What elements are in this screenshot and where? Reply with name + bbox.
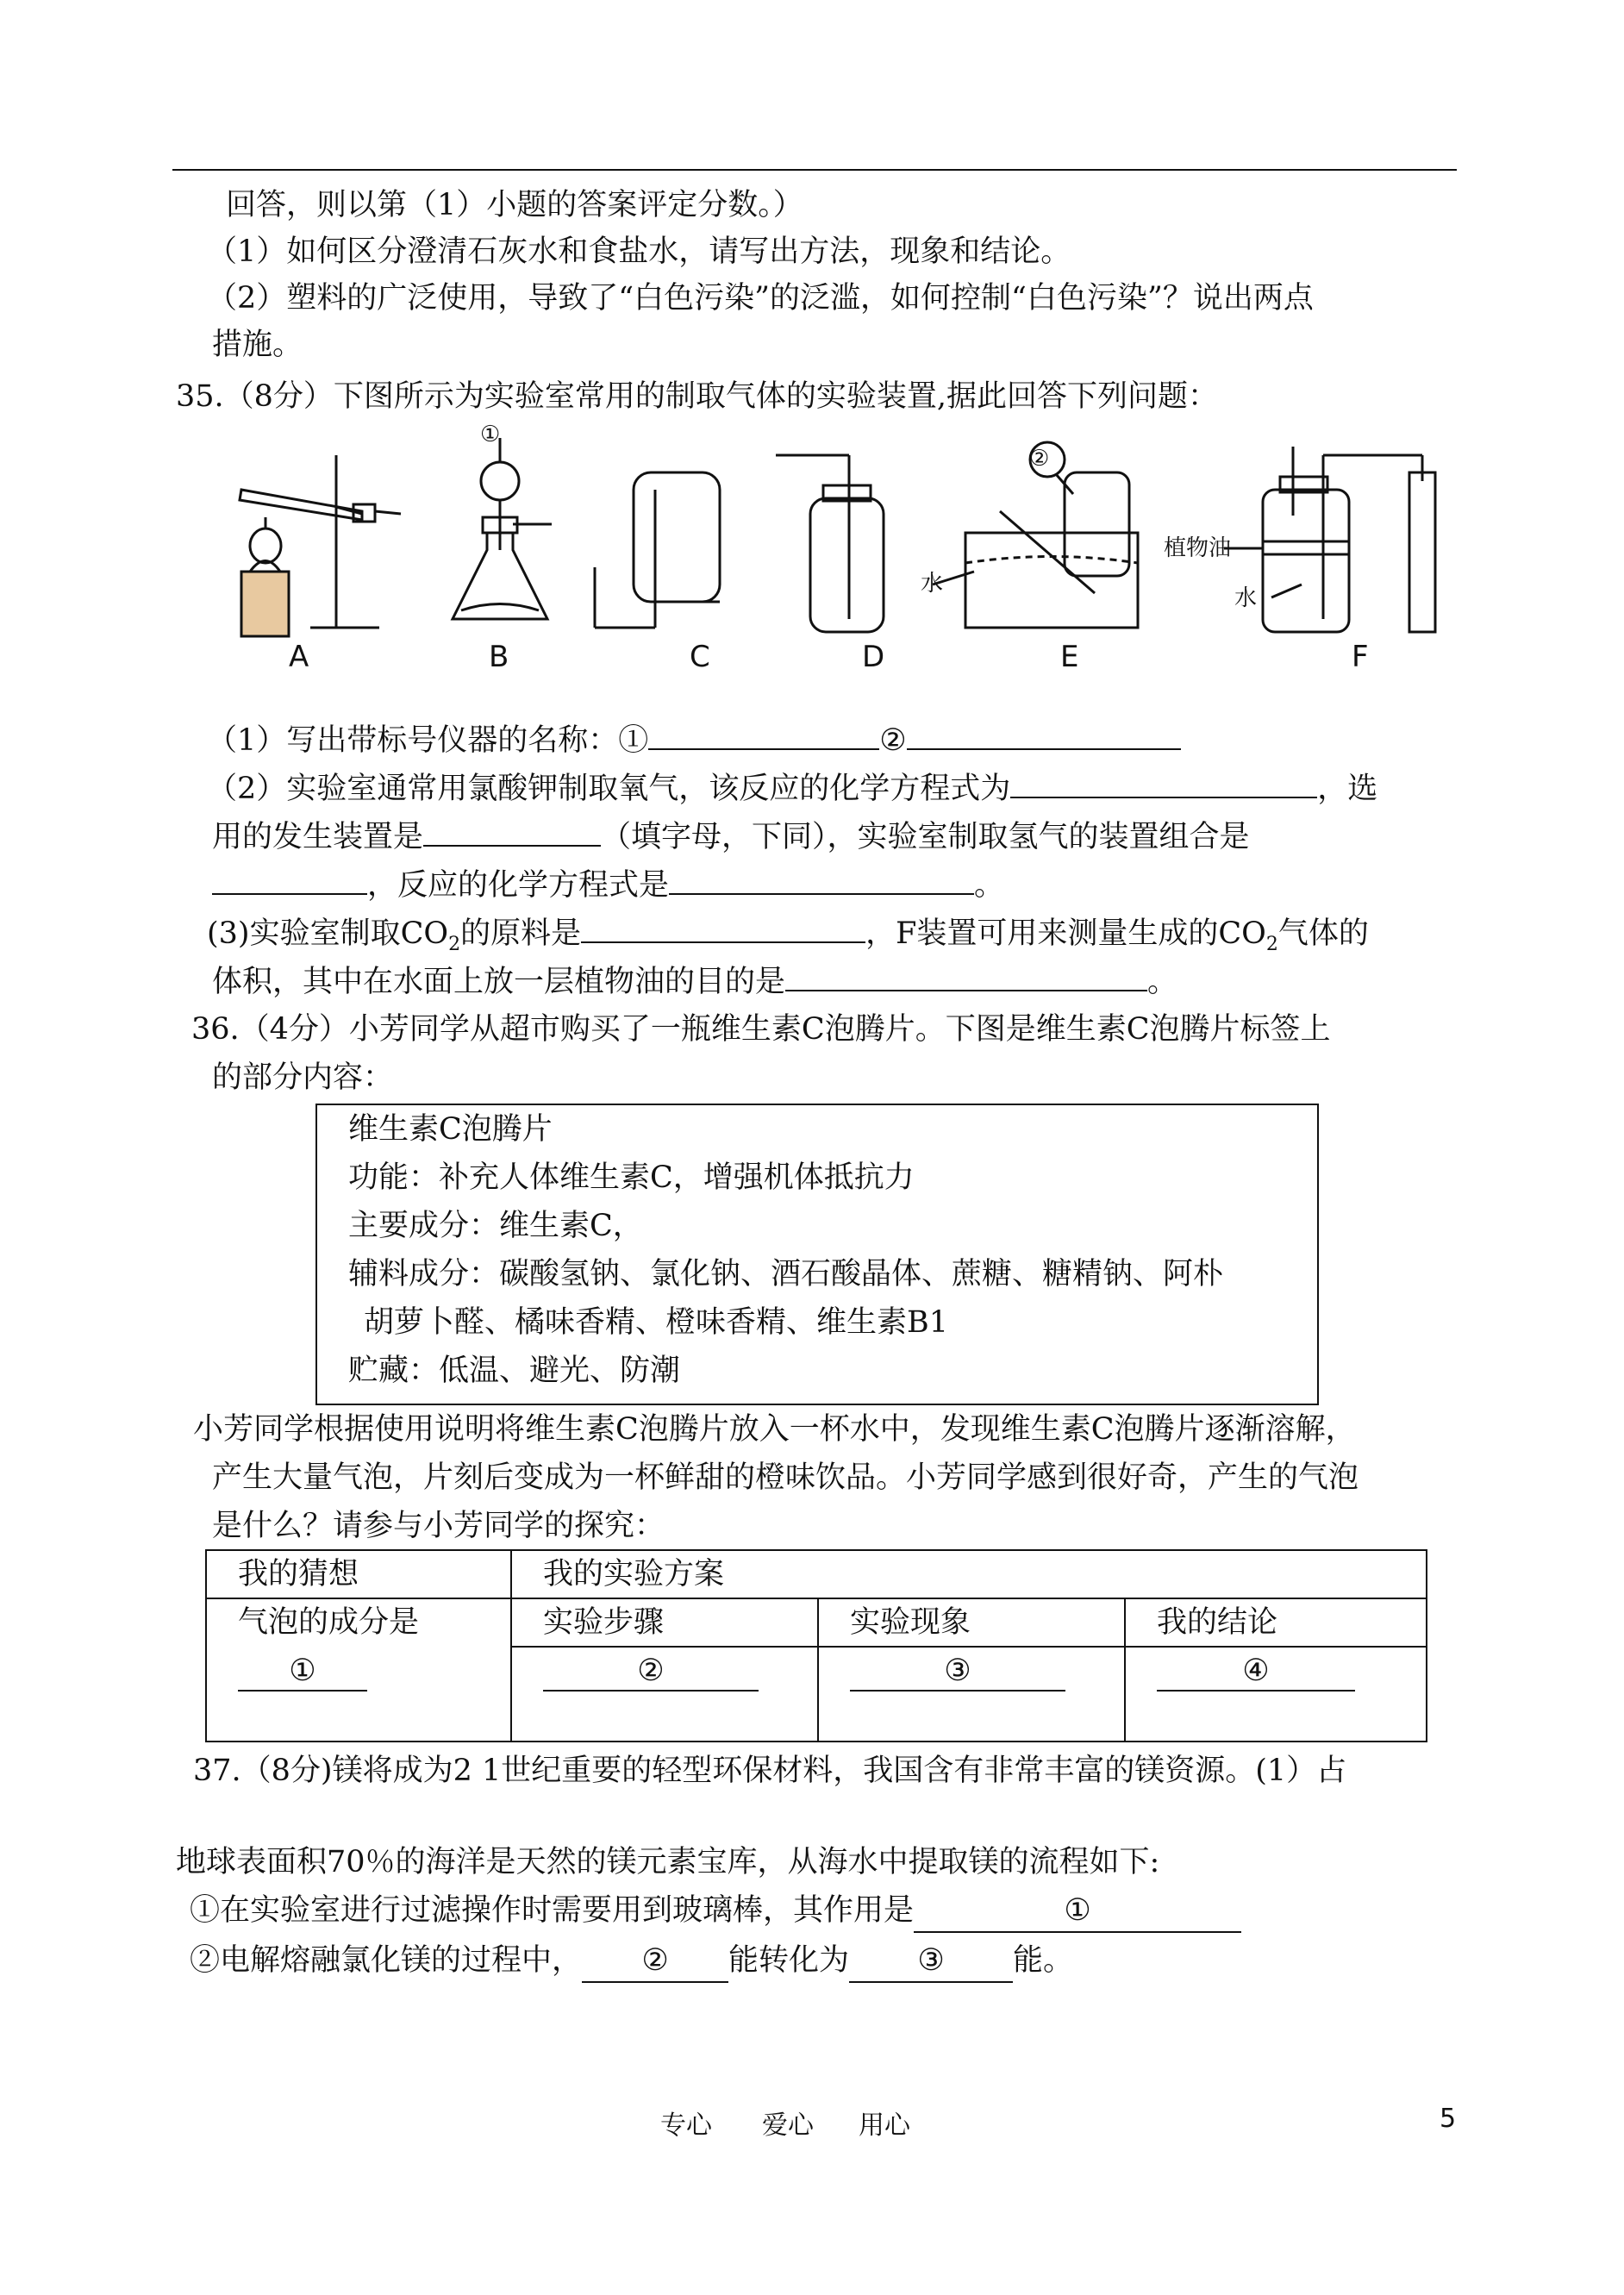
figure-label-a: A (289, 640, 309, 674)
q35-sub2-line1: （2）实验室通常用氯酸钾制取氧气，该反应的化学方程式为 ，选 (207, 766, 1377, 810)
q35-sub2-line3: ，反应的化学方程式是 。 (212, 862, 1004, 906)
energy-to-blank[interactable]: ③ (849, 1940, 1013, 1983)
q37-item2: ②电解熔融氯化镁的过程中， ② 能转化为 ③ 能。 (190, 1940, 1073, 1983)
steps-cell (511, 1647, 818, 1742)
energy-from-blank[interactable]: ② (582, 1940, 728, 1983)
oil-purpose-blank[interactable] (785, 959, 1147, 991)
q37-stem-line1: 37.（8分)镁将成为2 1世纪重要的轻型环保材料，我国含有非常丰富的镁资源。(1）占 (193, 1754, 1347, 1788)
conclusion-cell (1125, 1647, 1427, 1742)
figure-label-f: F (1352, 640, 1369, 674)
q35-sub3-line1: (3)实验室制取$CO_2$的原料是 ，F装置可用来测量生成的$CO_2$气体的 (207, 910, 1369, 966)
figure-label-e: E (1060, 640, 1079, 674)
q36-para-line3: 是什么？请参与小芳同学的探究： (212, 1509, 665, 1543)
phenomena-cell (818, 1647, 1125, 1742)
label-title: 维生素C泡腾片 (348, 1112, 553, 1147)
q34-sub2-line2: 措施。 (212, 328, 303, 362)
figure-label-b: B (489, 640, 509, 674)
q36-para-line1: 小芳同学根据使用说明将维生素C泡腾片放入一杯水中，发现维生素C泡腾片逐渐溶解， (193, 1412, 1356, 1447)
inquiry-table (205, 1549, 1427, 1742)
apparatus-c (595, 472, 720, 628)
label-main-ingredient: 主要成分：维生素C， (348, 1209, 643, 1243)
header-rule (172, 169, 1457, 171)
label-excipients-cont: 胡萝卜醛、橘味香精、橙味香精、维生素B1 (364, 1305, 948, 1340)
footer-left: 专心 (660, 2111, 712, 2141)
col-steps: 实验步骤 (511, 1598, 818, 1647)
co2-material-blank[interactable] (581, 910, 865, 943)
q37-stem-line2: 地球表面积70％的海洋是天然的镁元素宝库，从海水中提取镁的流程如下: (176, 1845, 1160, 1879)
guess-cell: 气泡的成分是 ① (206, 1598, 511, 1742)
answer-blank-1[interactable] (648, 717, 879, 750)
q35-sub3-line2: 体积，其中在水面上放一层植物油的目的是 。 (212, 959, 1177, 1003)
vitamin-label-box (315, 1104, 1319, 1405)
marker-2-label: ② (1029, 446, 1050, 472)
footer-right: 用心 (859, 2111, 910, 2141)
head-guess: 我的猜想 (206, 1550, 511, 1598)
figure-label-d: D (862, 640, 885, 674)
head-plan: 我的实验方案 (511, 1550, 1427, 1598)
q37-item1: ①在实验室进行过滤操作时需要用到玻璃棒，其作用是 ① (190, 1890, 1241, 1933)
marker-1-label: ① (480, 422, 501, 447)
apparatus-a (240, 455, 401, 636)
q35-sub2-line2: 用的发生装置是 （填字母，下同），实验室制取氢气的装置组合是 (212, 814, 1250, 858)
q34-sub1: （1）如何区分澄清石灰水和食盐水，请写出方法，现象和结论。 (207, 235, 1071, 269)
apparatus-b (453, 438, 552, 619)
apparatus-figure (224, 421, 1465, 679)
footer-mid: 爱心 (762, 2111, 814, 2141)
intro-line: 回答，则以第（1）小题的答案评定分数。） (226, 188, 803, 222)
q36-para-line2: 产生大量气泡，片刻后变成为一杯鲜甜的橙味饮品。小芳同学感到很好奇，产生的气泡 (212, 1460, 1359, 1495)
label-function: 功能：补充人体维生素C，增强机体抵抗力 (348, 1160, 915, 1195)
equation-blank-1[interactable] (1010, 766, 1317, 798)
conclusion-blank[interactable]: ④ (1157, 1652, 1355, 1692)
q34-sub2-line1: （2）塑料的广泛使用，导致了“白色污染”的泛滥，如何控制“白色污染”？说出两点 (207, 281, 1314, 316)
hydrogen-setup-blank[interactable] (212, 862, 367, 895)
q36-stem-line1: 36.（4分）小芳同学从超市购买了一瓶维生素C泡腾片。下图是维生素C泡腾片标签上 (191, 1012, 1331, 1047)
steps-blank[interactable]: ② (543, 1652, 759, 1692)
guess-blank[interactable]: ① (238, 1652, 367, 1692)
generator-blank[interactable] (423, 814, 601, 847)
equation-blank-2[interactable] (669, 862, 974, 895)
q35-sub1: （1）写出带标号仪器的名称：① ② (207, 717, 1181, 761)
q35-stem: 35.（8分）下图所示为实验室常用的制取气体的实验装置,据此回答下列问题： (176, 379, 1219, 414)
label-storage: 贮藏：低温、避光、防潮 (348, 1354, 681, 1388)
filter-purpose-blank[interactable]: ① (914, 1890, 1241, 1933)
label-excipients: 辅料成分：碳酸氢钠、氯化钠、酒石酸晶体、蔗糖、糖精钠、阿朴 (348, 1257, 1224, 1291)
water-label-e: 水 (921, 571, 944, 597)
page-number: 5 (1440, 2104, 1457, 2134)
col-conclusion: 我的结论 (1125, 1598, 1427, 1647)
col-phenomena: 实验现象 (818, 1598, 1125, 1647)
water-label-f: 水 (1234, 585, 1258, 611)
oil-label: 植物油 (1164, 535, 1232, 561)
figure-label-c: C (690, 640, 710, 674)
apparatus-d (776, 455, 884, 632)
answer-blank-2[interactable] (907, 717, 1181, 750)
q36-stem-line2: 的部分内容： (212, 1060, 394, 1095)
phenomena-blank[interactable]: ③ (850, 1652, 1065, 1692)
